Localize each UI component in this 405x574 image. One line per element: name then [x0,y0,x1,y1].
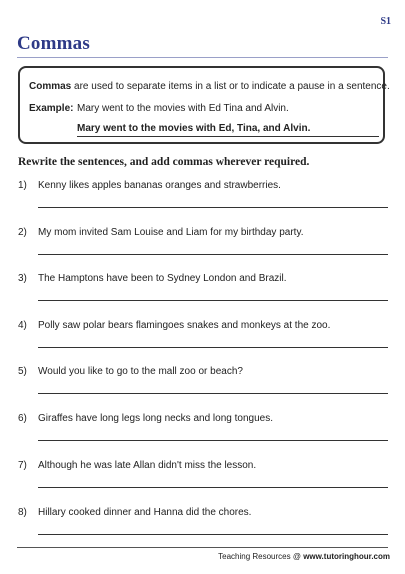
question-text: Polly saw polar bears flamingoes snakes and monkeys at the zoo. [38,320,331,331]
question-number: 3) [18,273,27,284]
question-number: 1) [18,180,27,191]
rule-box [18,66,390,144]
answer-line[interactable] [38,347,388,348]
question-number: 2) [18,227,27,238]
example-label: Example: [29,103,74,114]
answer-line[interactable] [38,207,388,208]
answer-line[interactable] [38,300,388,301]
definition-line [29,81,390,92]
question-text: Giraffes have long legs long necks and long tongues. [38,413,273,424]
answer-line[interactable] [38,440,388,441]
question-text: Hillary cooked dinner and Hanna did the chores. [38,507,252,518]
example-line [29,103,289,114]
question-text: My mom invited Sam Louise and Liam for my birthday party. [38,227,304,238]
question-text: Although he was late Allan didn't miss the lesson. [38,460,257,471]
footer-divider [17,547,388,548]
worksheet-code: S1 [380,16,391,27]
question-number: 4) [18,320,27,331]
footer [218,552,390,561]
title-divider [17,57,388,58]
answer-line[interactable] [38,534,388,535]
definition-text: are used to separate items in a list or to indicate a pause in a sentence. [71,81,390,92]
definition-keyword: Commas [29,81,72,92]
example-sentence: Mary went to the movies with Ed Tina and Alvin. [77,103,289,114]
instructions: Rewrite the sentences, and add commas wherever required. [18,156,310,168]
question-text: The Hamptons have been to Sydney London and Brazil. [38,273,287,284]
question-number: 6) [18,413,27,424]
footer-url[interactable]: www.tutoringhour.com [303,552,390,561]
footer-label: Teaching Resources @ [218,552,304,561]
answer-line[interactable] [38,254,388,255]
question-text: Would you like to go to the mall zoo or beach? [38,366,243,377]
question-number: 5) [18,366,27,377]
question-text: Kenny likes apples bananas oranges and strawberries. [38,180,281,191]
question-number: 8) [18,507,27,518]
question-number: 7) [18,460,27,471]
page-title: Commas [17,33,90,54]
answer-line[interactable] [38,393,388,394]
answer-line[interactable] [38,487,388,488]
example-answer: Mary went to the movies with Ed, Tina, and Alvin. [77,123,379,137]
